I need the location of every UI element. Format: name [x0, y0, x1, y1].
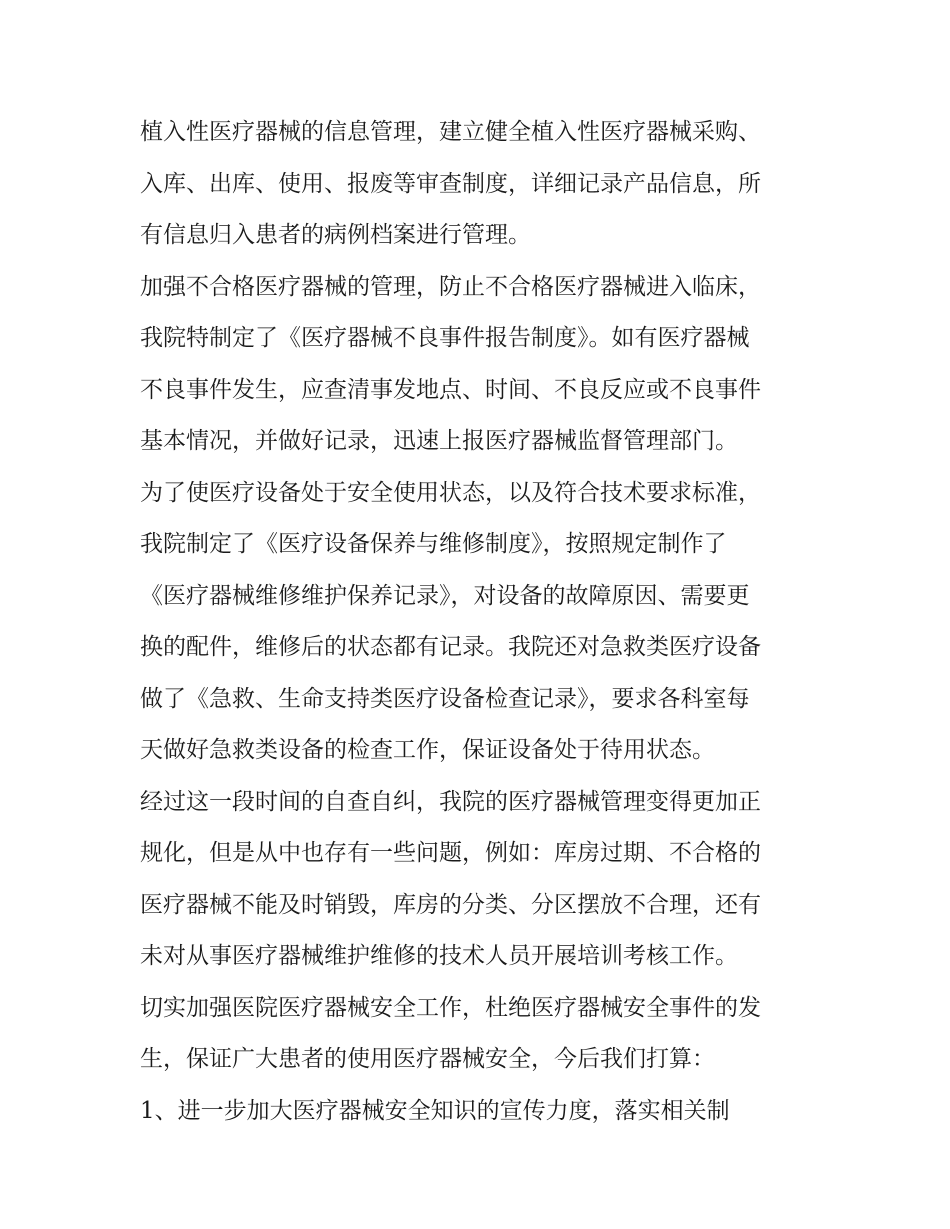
- text-line: 我院制定了《医疗设备保养与维修制度》，按照规定制作了: [140, 531, 727, 557]
- text-line: 不良事件发生，应查清事发地点、时间、不良反应或不良事件: [140, 376, 761, 403]
- text-line: 做了《急救、生命支持类医疗设备检查记录》，要求各科室每: [140, 685, 750, 712]
- text-line: 规化，但是从中也存有一些问题，例如：库房过期、不合格的: [140, 840, 761, 866]
- text-line: 植入性医疗器械的信息管理，建立健全植入性医疗器械采购、: [140, 119, 761, 145]
- body-text: [140, 107, 830, 1137]
- text-line: 1、进一步加大医疗器械安全知识的宣传力度，落实相关制: [140, 1097, 730, 1124]
- text-line: 入库、出库、使用、报废等审查制度，详细记录产品信息，所: [140, 170, 761, 197]
- text-line: 《医疗器械维修维护保养记录》，对设备的故障原因、需要更: [140, 582, 750, 609]
- text-line: 切实加强医院医疗器械安全工作，杜绝医疗器械安全事件的发: [140, 994, 761, 1021]
- text-line: 未对从事医疗器械维护维修的技术人员开展培训考核工作。: [140, 943, 738, 969]
- text-line: 加强不合格医疗器械的管理，防止不合格医疗器械进入临床，: [140, 273, 761, 300]
- text-line: 生，保证广大患者的使用医疗器械安全，今后我们打算：: [140, 1046, 715, 1072]
- text-line: 换的配件，维修后的状态都有记录。我院还对急救类医疗设备: [140, 634, 761, 660]
- text-line: 有信息归入患者的病例档案进行管理。: [140, 222, 531, 248]
- text-line: 经过这一段时间的自查自纠，我院的医疗器械管理变得更加正: [140, 788, 761, 815]
- text-line: 为了使医疗设备处于安全使用状态，以及符合技术要求标准，: [140, 479, 761, 506]
- text-line: 医疗器械不能及时销毁，库房的分类、分区摆放不合理，还有: [140, 891, 761, 918]
- text-line: 天做好急救类设备的检查工作，保证设备处于待用状态。: [140, 737, 715, 763]
- text-line: 我院特制定了《医疗器械不良事件报告制度》。如有医疗器械: [140, 325, 750, 351]
- text-line: 基本情况，并做好记录，迅速上报医疗器械监督管理部门。: [140, 428, 738, 454]
